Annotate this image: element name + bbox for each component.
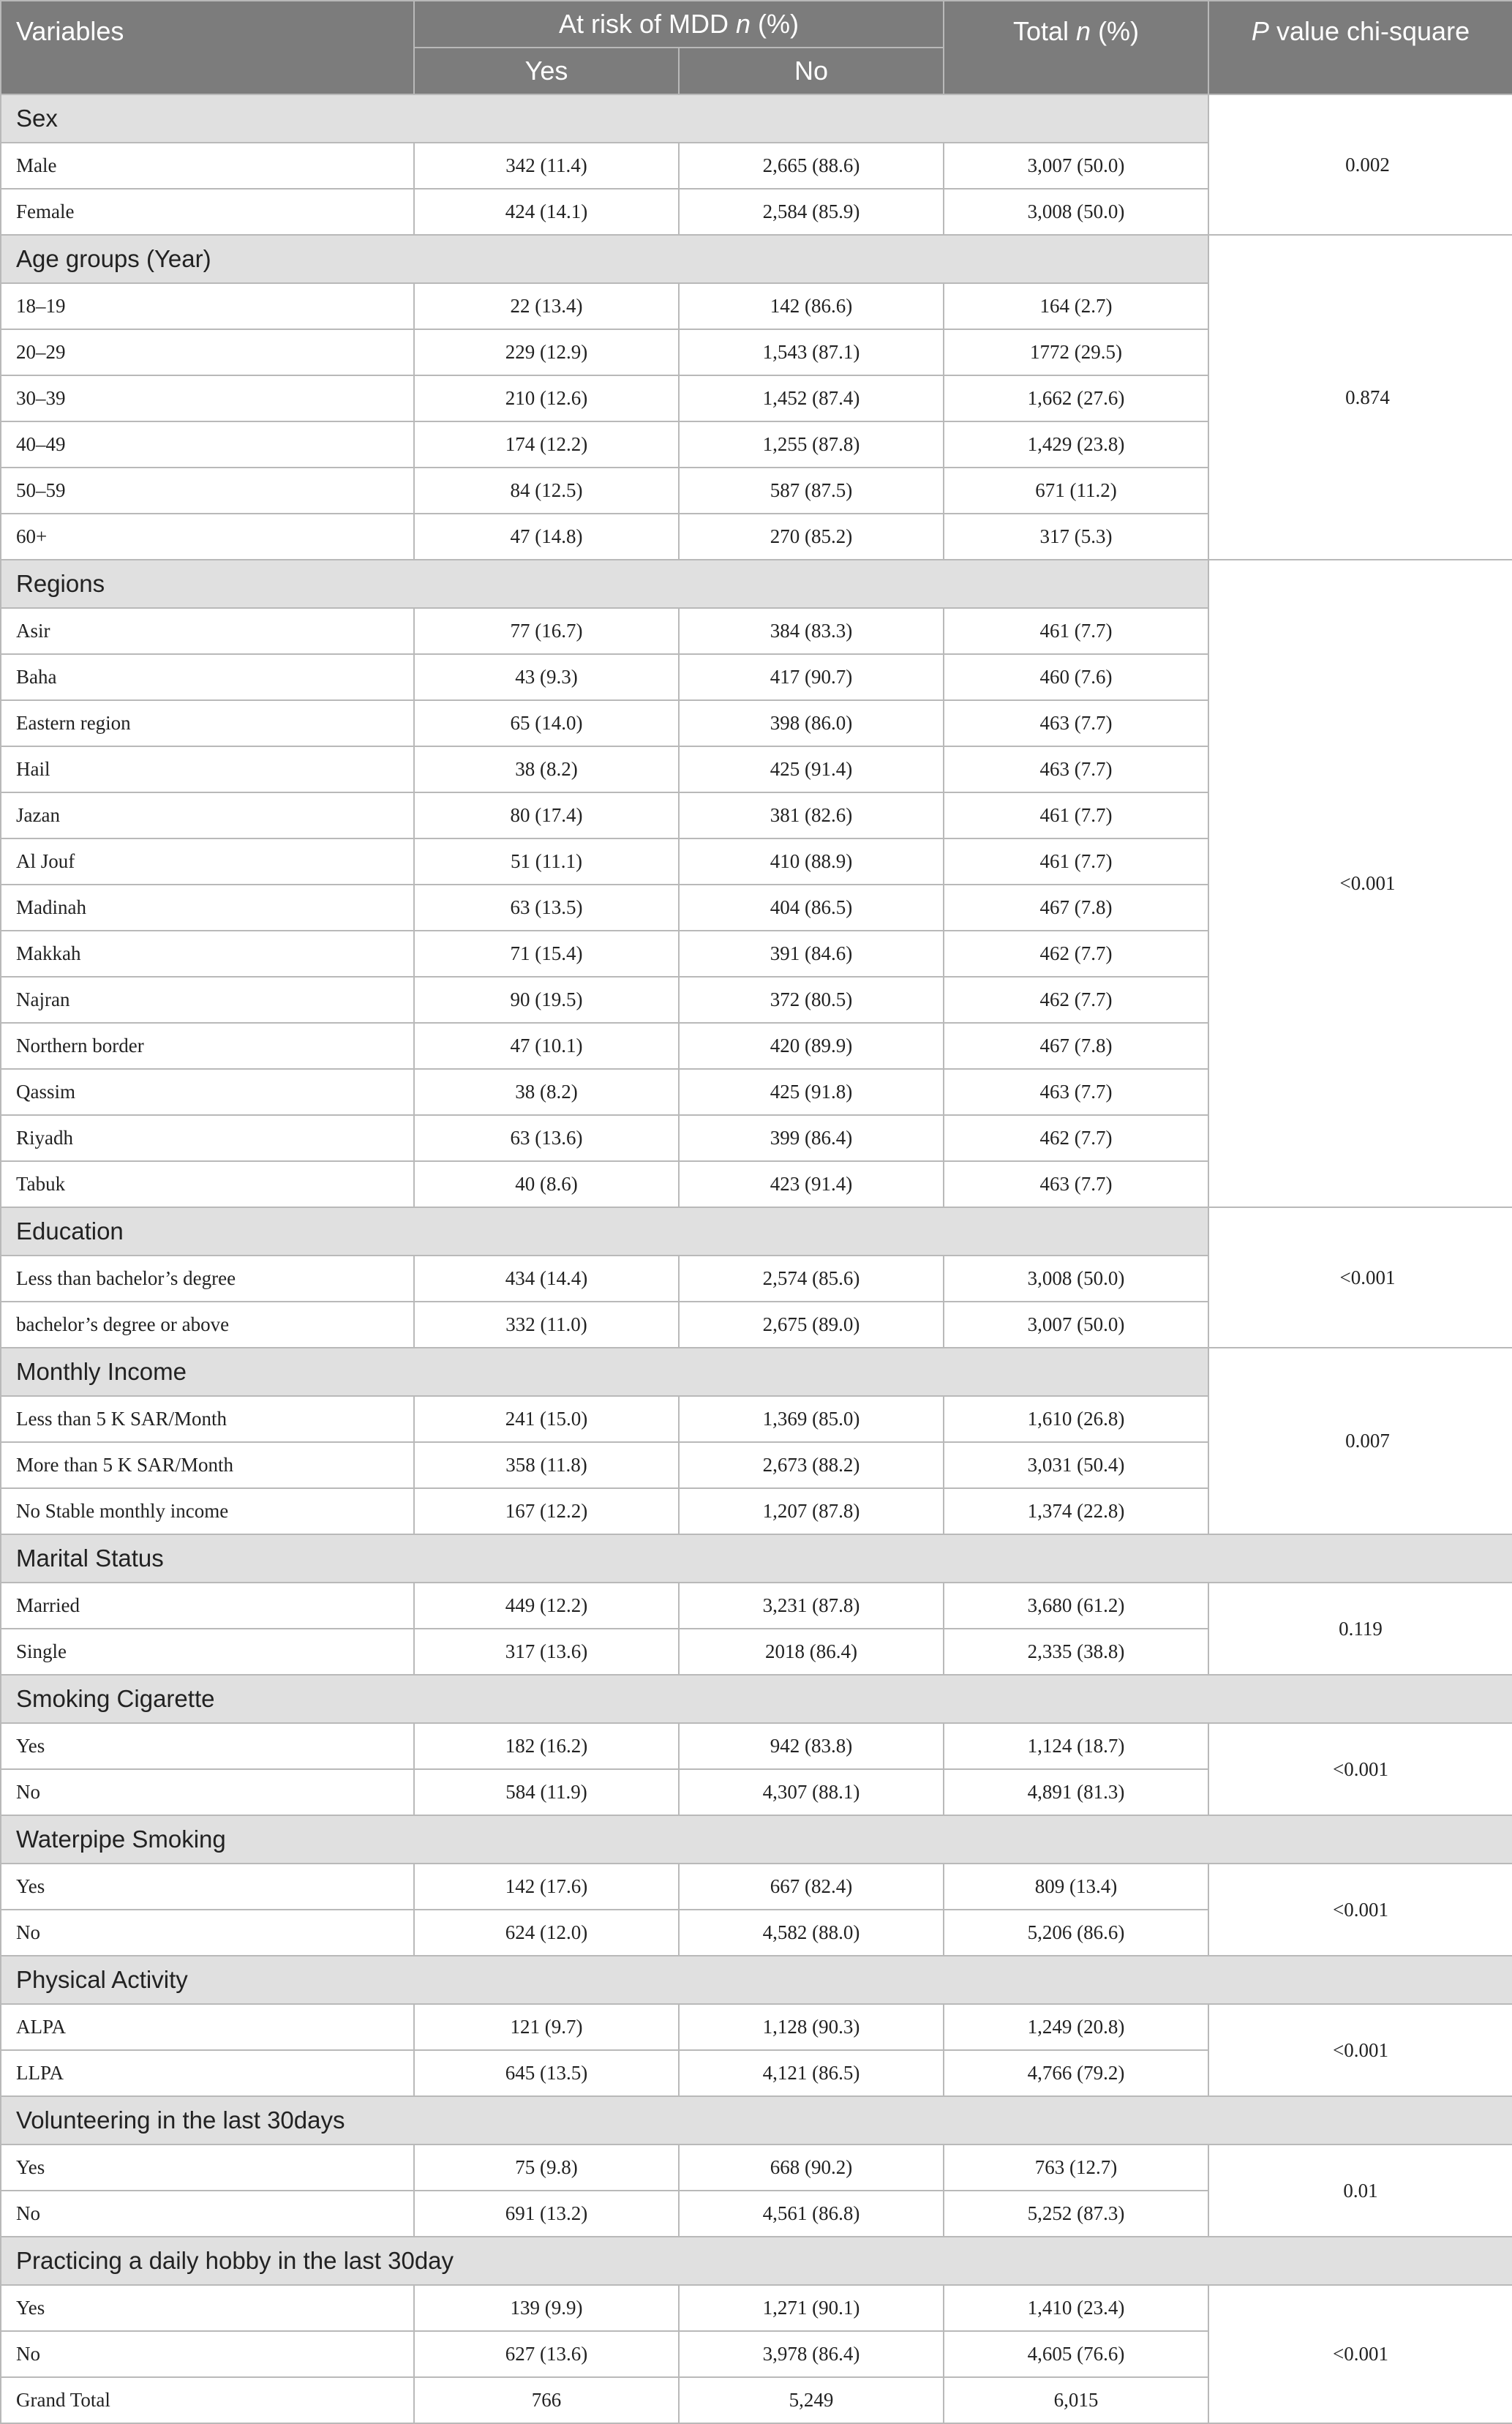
section-header-row bbox=[1, 1348, 1512, 1396]
no-cell: 1,128 (90.3) bbox=[679, 2004, 944, 2050]
yes-cell: 47 (14.8) bbox=[414, 514, 679, 560]
total-cell: 3,031 (50.4) bbox=[944, 1442, 1208, 1488]
no-cell: 425 (91.4) bbox=[679, 746, 944, 792]
no-cell: 410 (88.9) bbox=[679, 838, 944, 885]
table-row bbox=[1, 1583, 1512, 1629]
total-cell: 6,015 bbox=[944, 2377, 1208, 2423]
row-label: No bbox=[1, 2191, 414, 2237]
yes-cell: 84 (12.5) bbox=[414, 468, 679, 514]
row-label: Yes bbox=[1, 1723, 414, 1769]
p-value-header bbox=[1208, 1, 1512, 94]
row-label: No bbox=[1, 1769, 414, 1815]
section-title: Marital Status bbox=[1, 1534, 1512, 1583]
yes-cell: 80 (17.4) bbox=[414, 792, 679, 838]
section-title: Sex bbox=[1, 94, 1208, 143]
no-cell: 3,231 (87.8) bbox=[679, 1583, 944, 1629]
p-value-cell: <0.001 bbox=[1208, 2285, 1512, 2423]
yes-cell: 342 (11.4) bbox=[414, 143, 679, 189]
total-cell: 763 (12.7) bbox=[944, 2145, 1208, 2191]
no-cell: 4,307 (88.1) bbox=[679, 1769, 944, 1815]
no-cell: 423 (91.4) bbox=[679, 1161, 944, 1207]
total-cell: 164 (2.7) bbox=[944, 283, 1208, 329]
no-cell: 425 (91.8) bbox=[679, 1069, 944, 1115]
row-label: No Stable monthly income bbox=[1, 1488, 414, 1534]
total-cell: 1,662 (27.6) bbox=[944, 375, 1208, 421]
row-label: Makkah bbox=[1, 931, 414, 977]
section-title: Age groups (Year) bbox=[1, 235, 1208, 283]
yes-cell: 645 (13.5) bbox=[414, 2050, 679, 2096]
yes-cell: 63 (13.5) bbox=[414, 885, 679, 931]
no-cell: 2,665 (88.6) bbox=[679, 143, 944, 189]
total-cell: 462 (7.7) bbox=[944, 1115, 1208, 1161]
table-body bbox=[1, 94, 1512, 2423]
row-label: Al Jouf bbox=[1, 838, 414, 885]
section-header-row bbox=[1, 1534, 1512, 1583]
yes-cell: 43 (9.3) bbox=[414, 654, 679, 700]
row-label: Yes bbox=[1, 1864, 414, 1910]
row-label: More than 5 K SAR/Month bbox=[1, 1442, 414, 1488]
no-cell: 1,207 (87.8) bbox=[679, 1488, 944, 1534]
total-header bbox=[944, 1, 1208, 94]
total-cell: 809 (13.4) bbox=[944, 1864, 1208, 1910]
total-cell: 3,008 (50.0) bbox=[944, 1256, 1208, 1302]
total-cell: 461 (7.7) bbox=[944, 608, 1208, 654]
section-title: Monthly Income bbox=[1, 1348, 1208, 1396]
at-risk-label: At risk of MDD bbox=[558, 9, 729, 39]
no-cell: 270 (85.2) bbox=[679, 514, 944, 560]
total-cell: 462 (7.7) bbox=[944, 977, 1208, 1023]
no-header: No bbox=[679, 48, 944, 94]
yes-cell: 71 (15.4) bbox=[414, 931, 679, 977]
yes-cell: 766 bbox=[414, 2377, 679, 2423]
yes-cell: 332 (11.0) bbox=[414, 1302, 679, 1348]
total-cell: 2,335 (38.8) bbox=[944, 1629, 1208, 1675]
p-italic: P bbox=[1251, 16, 1269, 46]
no-cell: 1,271 (90.1) bbox=[679, 2285, 944, 2331]
p-value-cell: 0.01 bbox=[1208, 2145, 1512, 2237]
section-header-row bbox=[1, 1956, 1512, 2004]
total-cell: 3,008 (50.0) bbox=[944, 189, 1208, 235]
yes-cell: 121 (9.7) bbox=[414, 2004, 679, 2050]
row-label: No bbox=[1, 1910, 414, 1956]
yes-cell: 624 (12.0) bbox=[414, 1910, 679, 1956]
p-value-cell: <0.001 bbox=[1208, 560, 1512, 1207]
no-cell: 399 (86.4) bbox=[679, 1115, 944, 1161]
yes-cell: 75 (9.8) bbox=[414, 2145, 679, 2191]
yes-cell: 139 (9.9) bbox=[414, 2285, 679, 2331]
yes-cell: 241 (15.0) bbox=[414, 1396, 679, 1442]
no-cell: 2,574 (85.6) bbox=[679, 1256, 944, 1302]
row-label: Tabuk bbox=[1, 1161, 414, 1207]
yes-cell: 210 (12.6) bbox=[414, 375, 679, 421]
total-cell: 463 (7.7) bbox=[944, 1161, 1208, 1207]
total-cell: 1772 (29.5) bbox=[944, 329, 1208, 375]
yes-cell: 90 (19.5) bbox=[414, 977, 679, 1023]
total-cell: 1,429 (23.8) bbox=[944, 421, 1208, 468]
no-cell: 381 (82.6) bbox=[679, 792, 944, 838]
total-cell: 1,610 (26.8) bbox=[944, 1396, 1208, 1442]
no-cell: 1,255 (87.8) bbox=[679, 421, 944, 468]
no-cell: 4,582 (88.0) bbox=[679, 1910, 944, 1956]
total-n: n bbox=[1076, 16, 1091, 46]
row-label: 18–19 bbox=[1, 283, 414, 329]
no-cell: 1,543 (87.1) bbox=[679, 329, 944, 375]
row-label: Male bbox=[1, 143, 414, 189]
total-cell: 1,374 (22.8) bbox=[944, 1488, 1208, 1534]
no-cell: 404 (86.5) bbox=[679, 885, 944, 931]
total-cell: 462 (7.7) bbox=[944, 931, 1208, 977]
yes-cell: 63 (13.6) bbox=[414, 1115, 679, 1161]
no-cell: 420 (89.9) bbox=[679, 1023, 944, 1069]
no-cell: 417 (90.7) bbox=[679, 654, 944, 700]
p-value-cell: <0.001 bbox=[1208, 1723, 1512, 1815]
yes-cell: 627 (13.6) bbox=[414, 2331, 679, 2377]
no-cell: 398 (86.0) bbox=[679, 700, 944, 746]
yes-cell: 584 (11.9) bbox=[414, 1769, 679, 1815]
no-cell: 667 (82.4) bbox=[679, 1864, 944, 1910]
row-label: Northern border bbox=[1, 1023, 414, 1069]
row-label: Hail bbox=[1, 746, 414, 792]
section-header-row bbox=[1, 1207, 1512, 1256]
yes-cell: 358 (11.8) bbox=[414, 1442, 679, 1488]
row-label: 20–29 bbox=[1, 329, 414, 375]
yes-cell: 424 (14.1) bbox=[414, 189, 679, 235]
row-label: 30–39 bbox=[1, 375, 414, 421]
p-value-cell: <0.001 bbox=[1208, 1864, 1512, 1956]
yes-cell: 449 (12.2) bbox=[414, 1583, 679, 1629]
total-cell: 463 (7.7) bbox=[944, 700, 1208, 746]
yes-cell: 51 (11.1) bbox=[414, 838, 679, 885]
p-value-cell: 0.002 bbox=[1208, 94, 1512, 235]
total-cell: 3,007 (50.0) bbox=[944, 143, 1208, 189]
total-cell: 461 (7.7) bbox=[944, 792, 1208, 838]
p-rest: value chi-square bbox=[1268, 16, 1470, 46]
section-header-row bbox=[1, 94, 1512, 143]
no-cell: 142 (86.6) bbox=[679, 283, 944, 329]
section-title: Smoking Cigarette bbox=[1, 1675, 1512, 1723]
no-cell: 587 (87.5) bbox=[679, 468, 944, 514]
no-cell: 1,452 (87.4) bbox=[679, 375, 944, 421]
total-cell: 463 (7.7) bbox=[944, 746, 1208, 792]
row-label: Yes bbox=[1, 2285, 414, 2331]
no-cell: 942 (83.8) bbox=[679, 1723, 944, 1769]
table-row bbox=[1, 1723, 1512, 1769]
row-label: Eastern region bbox=[1, 700, 414, 746]
table-row bbox=[1, 2004, 1512, 2050]
total-cell: 4,766 (79.2) bbox=[944, 2050, 1208, 2096]
no-cell: 668 (90.2) bbox=[679, 2145, 944, 2191]
row-label: Yes bbox=[1, 2145, 414, 2191]
at-risk-header bbox=[414, 1, 944, 48]
no-cell: 4,121 (86.5) bbox=[679, 2050, 944, 2096]
row-label: ALPA bbox=[1, 2004, 414, 2050]
yes-header: Yes bbox=[414, 48, 679, 94]
row-label: 60+ bbox=[1, 514, 414, 560]
total-cell: 467 (7.8) bbox=[944, 885, 1208, 931]
total-cell: 5,252 (87.3) bbox=[944, 2191, 1208, 2237]
yes-cell: 229 (12.9) bbox=[414, 329, 679, 375]
yes-cell: 167 (12.2) bbox=[414, 1488, 679, 1534]
table-row bbox=[1, 1864, 1512, 1910]
section-title: Education bbox=[1, 1207, 1208, 1256]
no-cell: 5,249 bbox=[679, 2377, 944, 2423]
yes-cell: 317 (13.6) bbox=[414, 1629, 679, 1675]
yes-cell: 142 (17.6) bbox=[414, 1864, 679, 1910]
no-cell: 384 (83.3) bbox=[679, 608, 944, 654]
row-label: Less than bachelor’s degree bbox=[1, 1256, 414, 1302]
row-label: Grand Total bbox=[1, 2377, 414, 2423]
yes-cell: 47 (10.1) bbox=[414, 1023, 679, 1069]
row-label: Jazan bbox=[1, 792, 414, 838]
row-label: 40–49 bbox=[1, 421, 414, 468]
no-cell: 2,584 (85.9) bbox=[679, 189, 944, 235]
no-cell: 3,978 (86.4) bbox=[679, 2331, 944, 2377]
p-value-cell: <0.001 bbox=[1208, 1207, 1512, 1348]
total-cell: 1,410 (23.4) bbox=[944, 2285, 1208, 2331]
row-label: Single bbox=[1, 1629, 414, 1675]
total-cell: 5,206 (86.6) bbox=[944, 1910, 1208, 1956]
section-header-row bbox=[1, 2096, 1512, 2145]
yes-cell: 38 (8.2) bbox=[414, 746, 679, 792]
variables-header: Variables bbox=[1, 1, 414, 94]
row-label: Asir bbox=[1, 608, 414, 654]
row-label: Baha bbox=[1, 654, 414, 700]
row-label: Qassim bbox=[1, 1069, 414, 1115]
row-label: LLPA bbox=[1, 2050, 414, 2096]
row-label: No bbox=[1, 2331, 414, 2377]
total-cell: 4,605 (76.6) bbox=[944, 2331, 1208, 2377]
total-cell: 1,124 (18.7) bbox=[944, 1723, 1208, 1769]
section-title: Waterpipe Smoking bbox=[1, 1815, 1512, 1864]
no-cell: 391 (84.6) bbox=[679, 931, 944, 977]
at-risk-n: n bbox=[736, 9, 751, 39]
total-cell: 460 (7.6) bbox=[944, 654, 1208, 700]
section-title: Volunteering in the last 30days bbox=[1, 2096, 1512, 2145]
table-header bbox=[1, 1, 1512, 94]
yes-cell: 38 (8.2) bbox=[414, 1069, 679, 1115]
section-title: Practicing a daily hobby in the last 30day bbox=[1, 2237, 1512, 2285]
total-cell: 463 (7.7) bbox=[944, 1069, 1208, 1115]
no-cell: 372 (80.5) bbox=[679, 977, 944, 1023]
table-row bbox=[1, 2145, 1512, 2191]
yes-cell: 22 (13.4) bbox=[414, 283, 679, 329]
row-label: bachelor’s degree or above bbox=[1, 1302, 414, 1348]
p-value-cell: 0.007 bbox=[1208, 1348, 1512, 1534]
row-label: Married bbox=[1, 1583, 414, 1629]
no-cell: 2,673 (88.2) bbox=[679, 1442, 944, 1488]
no-cell: 2,675 (89.0) bbox=[679, 1302, 944, 1348]
p-value-cell: <0.001 bbox=[1208, 2004, 1512, 2096]
section-header-row bbox=[1, 1815, 1512, 1864]
section-header-row bbox=[1, 560, 1512, 608]
section-title: Physical Activity bbox=[1, 1956, 1512, 2004]
row-label: Madinah bbox=[1, 885, 414, 931]
total-cell: 3,007 (50.0) bbox=[944, 1302, 1208, 1348]
total-cell: 317 (5.3) bbox=[944, 514, 1208, 560]
total-cell: 3,680 (61.2) bbox=[944, 1583, 1208, 1629]
total-label: Total bbox=[1012, 16, 1069, 46]
at-risk-suffix: (%) bbox=[758, 9, 800, 39]
row-label: Najran bbox=[1, 977, 414, 1023]
yes-cell: 77 (16.7) bbox=[414, 608, 679, 654]
yes-cell: 182 (16.2) bbox=[414, 1723, 679, 1769]
section-header-row bbox=[1, 235, 1512, 283]
row-label: Less than 5 K SAR/Month bbox=[1, 1396, 414, 1442]
table-row bbox=[1, 2285, 1512, 2331]
no-cell: 1,369 (85.0) bbox=[679, 1396, 944, 1442]
p-value-cell: 0.874 bbox=[1208, 235, 1512, 560]
p-value-cell: 0.119 bbox=[1208, 1583, 1512, 1675]
yes-cell: 40 (8.6) bbox=[414, 1161, 679, 1207]
yes-cell: 691 (13.2) bbox=[414, 2191, 679, 2237]
total-cell: 671 (11.2) bbox=[944, 468, 1208, 514]
total-cell: 461 (7.7) bbox=[944, 838, 1208, 885]
section-header-row bbox=[1, 2237, 1512, 2285]
no-cell: 4,561 (86.8) bbox=[679, 2191, 944, 2237]
yes-cell: 65 (14.0) bbox=[414, 700, 679, 746]
no-cell: 2018 (86.4) bbox=[679, 1629, 944, 1675]
section-title: Regions bbox=[1, 560, 1208, 608]
section-header-row bbox=[1, 1675, 1512, 1723]
header-row-1 bbox=[1, 1, 1512, 48]
total-suffix: (%) bbox=[1098, 16, 1140, 46]
yes-cell: 174 (12.2) bbox=[414, 421, 679, 468]
row-label: 50–59 bbox=[1, 468, 414, 514]
row-label: Riyadh bbox=[1, 1115, 414, 1161]
total-cell: 467 (7.8) bbox=[944, 1023, 1208, 1069]
total-cell: 1,249 (20.8) bbox=[944, 2004, 1208, 2050]
yes-cell: 434 (14.4) bbox=[414, 1256, 679, 1302]
row-label: Female bbox=[1, 189, 414, 235]
total-cell: 4,891 (81.3) bbox=[944, 1769, 1208, 1815]
